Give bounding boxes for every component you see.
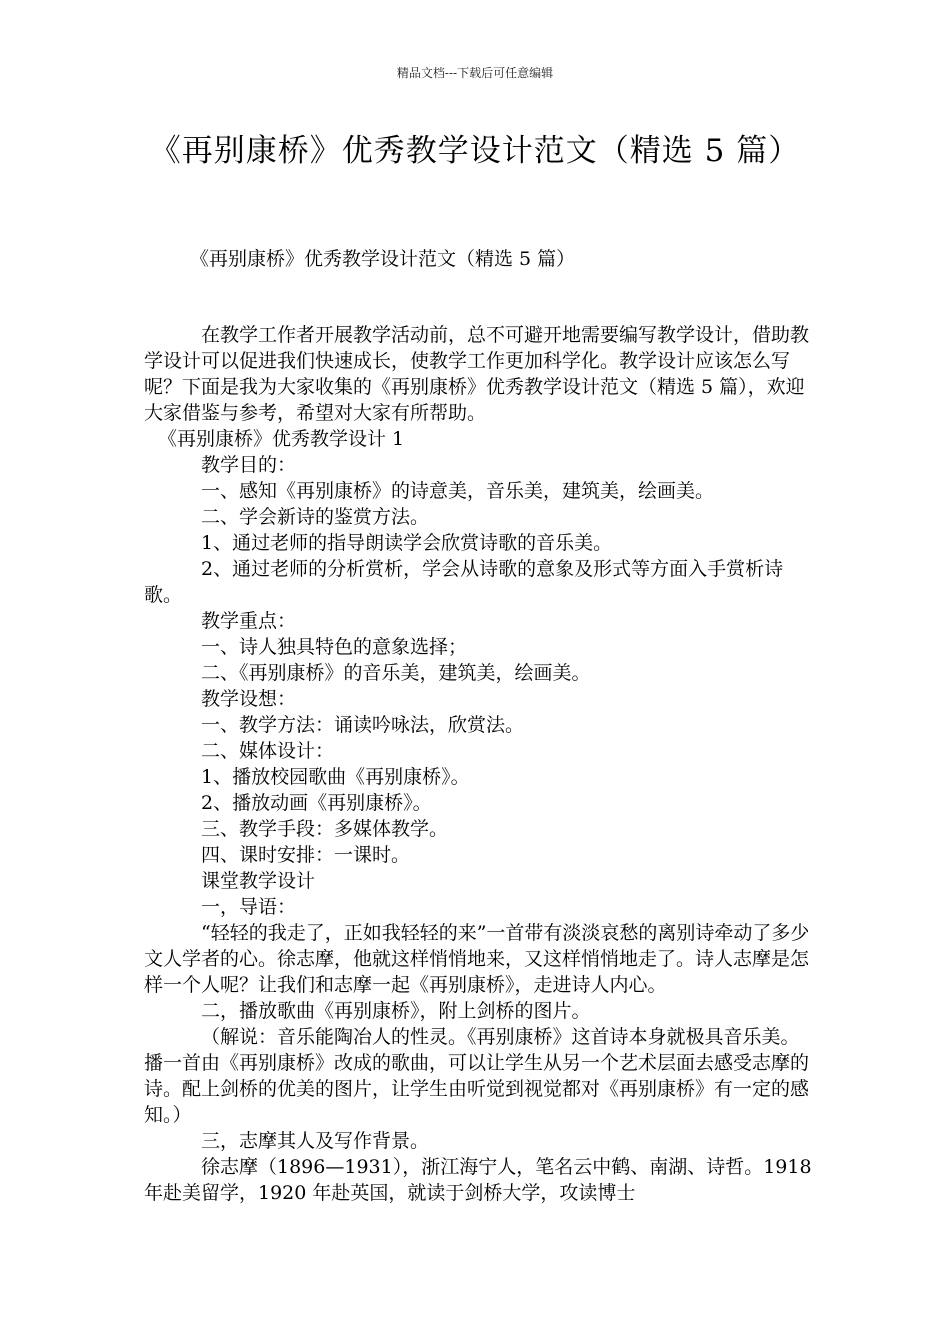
body-paragraph: 教学设想： xyxy=(201,688,297,710)
body-paragraph: 二、媒体设计： xyxy=(201,740,335,762)
document-body xyxy=(144,322,816,1206)
body-paragraph: 教学重点： xyxy=(201,610,297,632)
body-paragraph: （解说：音乐能陶冶人的性灵。《再别康桥》这首诗本身就极具音乐美。播一首由《再别康桥》改成的歌曲，可以让学生从另一个艺术层面去感受志摩的诗。配上剑桥的优美的图片，让学生由听觉到视觉都对《再别康桥》有一定的感知。） xyxy=(144,1026,810,1126)
body-paragraph: 三、教学手段：多媒体教学。 xyxy=(201,818,449,840)
body-paragraph: 2、通过老师的分析赏析，学会从诗歌的意象及形式等方面入手赏析诗歌。 xyxy=(144,558,784,606)
body-paragraph: 2、播放动画《再别康桥》。 xyxy=(201,792,432,814)
body-paragraph: “轻轻的我走了，正如我轻轻的来”一首带有淡淡哀愁的离别诗牵动了多少文人学者的心。徐志摩，他就这样悄悄地来，又这样悄悄地走了。诗人志摩是怎样一个人呢？让我们和志摩一起《再别康桥》，走进诗人内心。 xyxy=(144,922,810,996)
body-paragraph: 二、学会新诗的鉴赏方法。 xyxy=(201,506,430,528)
body-paragraph: 一，导语： xyxy=(201,896,297,918)
document-title: 《再别康桥》优秀教学设计范文（精选 5 篇） xyxy=(149,133,801,169)
body-paragraph: 一、教学方法：诵读吟咏法，欣赏法。 xyxy=(201,714,525,736)
body-paragraph: 一、诗人独具特色的意象选择； xyxy=(201,636,468,658)
body-paragraph: 二，播放歌曲《再别康桥》，附上剑桥的图片。 xyxy=(201,1000,591,1022)
body-paragraph: 1、通过老师的指导朗读学会欣赏诗歌的音乐美。 xyxy=(201,532,613,554)
section-heading: 《再别康桥》优秀教学设计 1 xyxy=(158,428,405,450)
body-paragraph: 在教学工作者开展教学活动前，总不可避开地需要编写教学设计，借助教学设计可以促进我们快速成长，使教学工作更加科学化。教学设计应该怎么写呢？下面是我为大家收集的《再别康桥》优秀教学设计范文（精选 5 篇），欢迎大家借鉴与参考，希望对大家有所帮助。 xyxy=(144,324,810,424)
header-note: 精品文档---下载后可任意编辑 xyxy=(396,66,554,80)
body-paragraph: 二、《再别康桥》的音乐美，建筑美，绘画美。 xyxy=(201,662,591,684)
body-paragraph: 1、播放校园歌曲《再别康桥》。 xyxy=(201,766,470,788)
body-paragraph: 四、课时安排：一课时。 xyxy=(201,844,411,866)
body-paragraph: 徐志摩（1896—1931），浙江海宁人，笔名云中鹤、南湖、诗哲。1918 年赴美留学，1920 年赴英国，就读于剑桥大学，攻读博士 xyxy=(144,1156,812,1204)
body-paragraph: 一、感知《再别康桥》的诗意美，音乐美，建筑美，绘画美。 xyxy=(201,480,715,502)
document-subtitle: 《再别康桥》优秀教学设计范文（精选 5 篇） xyxy=(190,248,576,270)
body-paragraph: 教学目的： xyxy=(201,454,297,476)
body-paragraph: 三，志摩其人及写作背景。 xyxy=(201,1130,430,1152)
body-paragraph: 课堂教学设计 xyxy=(201,870,316,892)
